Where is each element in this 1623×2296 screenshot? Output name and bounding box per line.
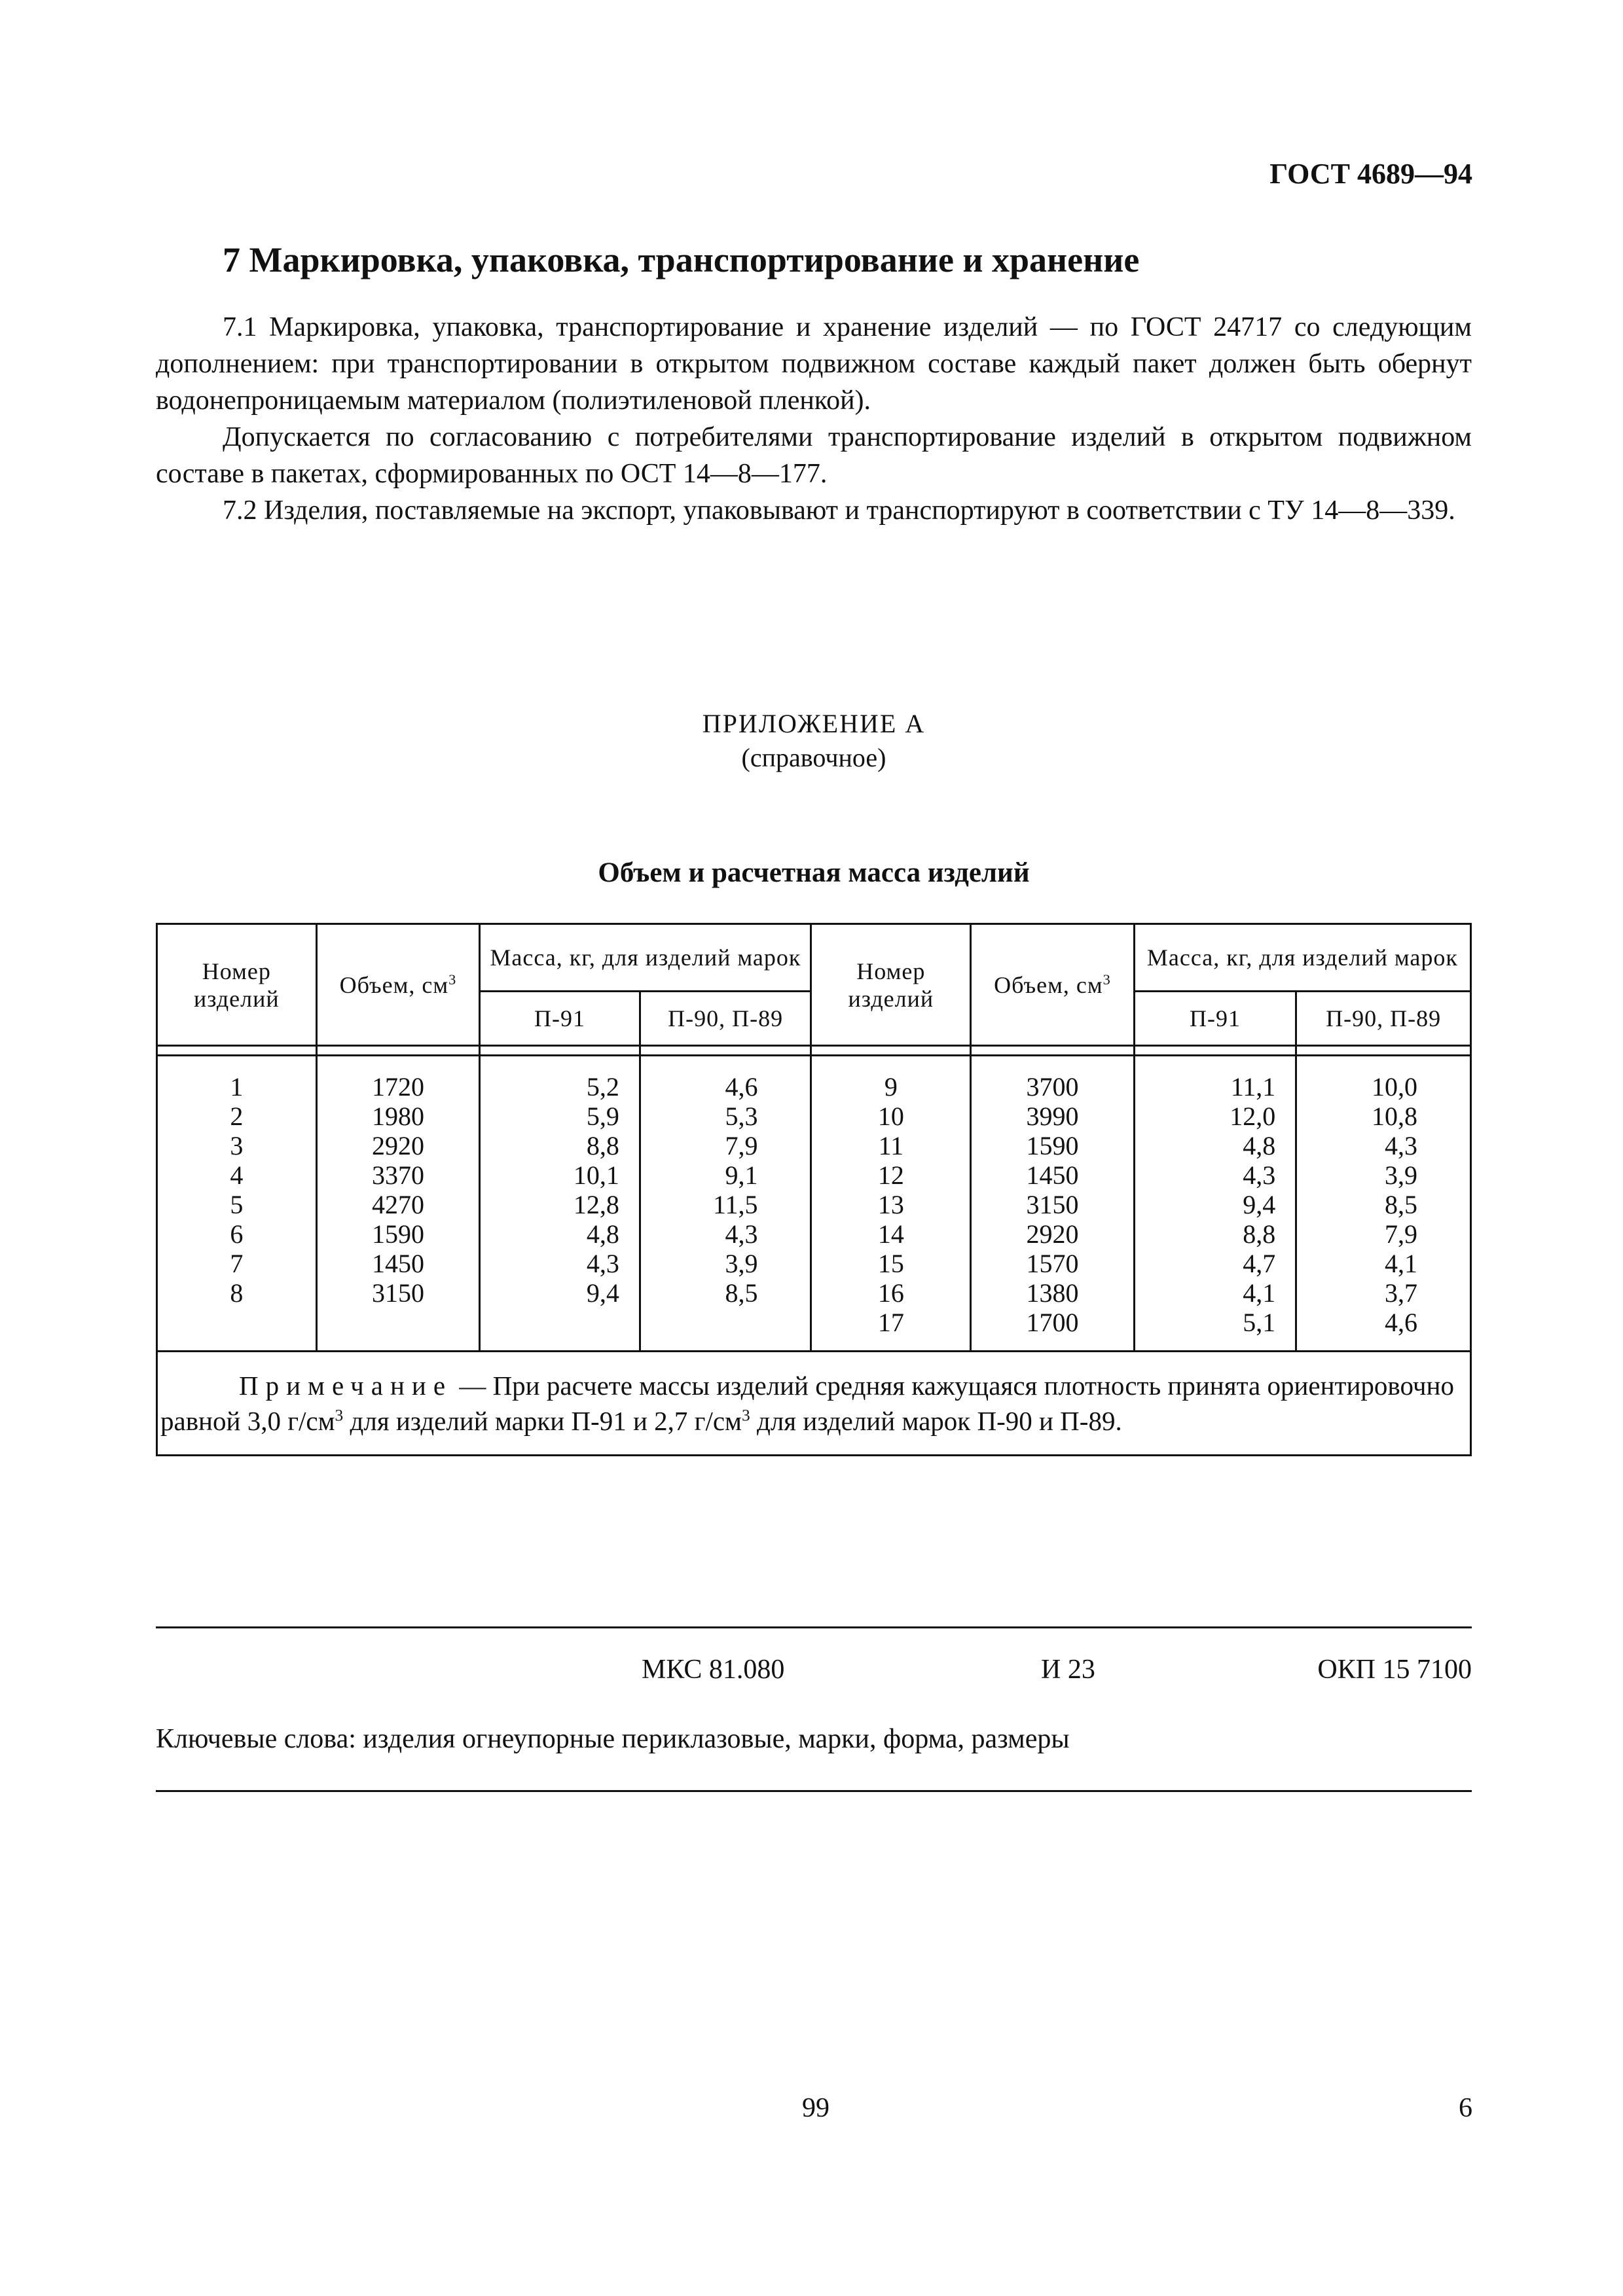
note-label: Примечание (239, 1371, 453, 1401)
table-cell: 1380 (971, 1278, 1135, 1308)
table-row (157, 1219, 1471, 1249)
table-cell: 4,1 (1296, 1249, 1471, 1278)
header-p91: П-91 (480, 992, 640, 1046)
table-cell: 1590 (971, 1131, 1135, 1160)
table-cell: 4,3 (640, 1219, 811, 1249)
table-row (157, 1056, 1471, 1102)
table-cell: 8,5 (640, 1278, 811, 1308)
table-cell: 4,6 (640, 1056, 811, 1102)
document-id: ГОСТ 4689—94 (1269, 158, 1472, 190)
table-cell: 11,5 (640, 1190, 811, 1219)
table-cell: 1700 (971, 1308, 1135, 1352)
volume-mass-table (156, 923, 1472, 1456)
table-cell: 4,8 (480, 1219, 640, 1249)
table-cell: 4,6 (1296, 1308, 1471, 1352)
paragraph-7-1: 7.1 Маркировка, упаковка, транспортирование и хранение изделий — по ГОСТ 24717 со следующим дополнением: при транспортировании в открытом подвижном составе каждый пакет должен быть обернут водонепроницаемым материалом (полиэтиленовой пленкой). (156, 312, 1472, 416)
table-row (157, 1102, 1471, 1131)
table-cell: 8,8 (1134, 1219, 1296, 1249)
table-cell: 4,7 (1134, 1249, 1296, 1278)
table-cell: 2920 (971, 1219, 1135, 1249)
mks-code: МКС 81.080 (642, 1655, 785, 1685)
table-cell: 10,1 (480, 1160, 640, 1190)
table-cell: 5,3 (640, 1102, 811, 1131)
table-cell: 5,1 (1134, 1308, 1296, 1352)
table-cell: 2 (157, 1102, 317, 1131)
table-cell: 7,9 (640, 1131, 811, 1160)
table-cell: 12,0 (1134, 1102, 1296, 1131)
table-cell: 3370 (316, 1160, 480, 1190)
table-cell: 11,1 (1134, 1056, 1296, 1102)
table-cell: 4,8 (1134, 1131, 1296, 1160)
section-body (156, 309, 1472, 529)
table-title: Объем и расчетная масса изделий (598, 857, 1030, 888)
table-cell: 7 (157, 1249, 317, 1278)
table-cell: 1570 (971, 1249, 1135, 1278)
table-cell: 11 (811, 1131, 971, 1160)
table-cell: 1450 (971, 1160, 1135, 1190)
table-cell: 8,5 (1296, 1190, 1471, 1219)
table-cell: 3150 (316, 1278, 480, 1308)
header-p91-right: П-91 (1134, 992, 1296, 1046)
appendix-subtitle: (справочное) (741, 743, 886, 772)
table-cell: 3,9 (640, 1249, 811, 1278)
header-p90-p89: П-90, П-89 (640, 992, 811, 1046)
header-number-right: Номер изделий (811, 924, 971, 1046)
table-cell: 1590 (316, 1219, 480, 1249)
table-row (157, 1308, 1471, 1352)
table-row (157, 1278, 1471, 1308)
table-cell: 17 (811, 1308, 971, 1352)
okp-code: ОКП 15 7100 (1317, 1655, 1472, 1685)
table-cell: 10,8 (1296, 1102, 1471, 1131)
header-volume: Объем, $см^3$ (316, 924, 480, 1046)
table-row (157, 1131, 1471, 1160)
paragraph-7-1-addition: Допускается по согласованию с потребителями транспортирование изделий в открытом подвижном составе в пакетах, сформированных по ОСТ 14—8—177. (156, 422, 1472, 489)
table-cell: 3700 (971, 1056, 1135, 1102)
header-mass-right: Масса, кг, для изделий марок (1134, 924, 1470, 992)
table-cell: 4,3 (480, 1249, 640, 1278)
table-cell: 5,2 (480, 1056, 640, 1102)
appendix-title: ПРИЛОЖЕНИЕ А (702, 709, 926, 738)
table-cell (316, 1308, 480, 1352)
table-cell: 3990 (971, 1102, 1135, 1131)
table-cell: 3,7 (1296, 1278, 1471, 1308)
table-cell: 4,3 (1296, 1131, 1471, 1160)
table-cell: 4 (157, 1160, 317, 1190)
table-cell: 1720 (316, 1056, 480, 1102)
table-cell: 15 (811, 1249, 971, 1278)
footer-rule-top (156, 1626, 1472, 1628)
table-cell: 3150 (971, 1190, 1135, 1219)
table-row (157, 1160, 1471, 1190)
table-cell: 7,9 (1296, 1219, 1471, 1249)
footer-rule-bottom (156, 1790, 1472, 1792)
table-cell: 13 (811, 1190, 971, 1219)
page-number-center: 99 (802, 2093, 830, 2123)
table-cell: 9,4 (1134, 1190, 1296, 1219)
table-cell: 8 (157, 1278, 317, 1308)
table-cell: 3,9 (1296, 1160, 1471, 1190)
header-p90-p89-right: П-90, П-89 (1296, 992, 1471, 1046)
paragraph-7-2: 7.2 Изделия, поставляемые на экспорт, упаковывают и транспортируют в соответствии с ТУ 14—8—339. (223, 495, 1455, 526)
table-cell: 14 (811, 1219, 971, 1249)
table-cell: 6 (157, 1219, 317, 1249)
table-cell (157, 1308, 317, 1352)
i-code: И 23 (1041, 1655, 1095, 1685)
table-cell (640, 1308, 811, 1352)
appendix-heading (156, 707, 1472, 775)
page-number-right: 6 (1459, 2093, 1472, 2123)
section-title: 7 Маркировка, упаковка, транспортирование и хранение (223, 240, 1140, 279)
header-number: Номер изделий (157, 924, 317, 1046)
table-cell: 9,1 (640, 1160, 811, 1190)
table-cell: 9,4 (480, 1278, 640, 1308)
table-cell: 10,0 (1296, 1056, 1471, 1102)
table-cell: 8,8 (480, 1131, 640, 1160)
table-row (157, 1190, 1471, 1219)
header-volume-right: Объем, $см^3$ (971, 924, 1135, 1046)
table-cell: 1980 (316, 1102, 480, 1131)
table-cell: 16 (811, 1278, 971, 1308)
table-cell: 3 (157, 1131, 317, 1160)
table-cell: 10 (811, 1102, 971, 1131)
table-cell: 4270 (316, 1190, 480, 1219)
table-row (157, 1249, 1471, 1278)
table-note: Примечание — При расчете массы изделий средняя кажущаяся плотность принята ориентировочно равной 3,0 $г/см^3$ для изделий марки П-91 и 2,7 $г/см^3$ для изделий марок П-90 и П-89. (157, 1352, 1471, 1456)
keywords: Ключевые слова: изделия огнеупорные периклазовые, марки, форма, размеры (156, 1724, 1070, 1754)
table-cell: 9 (811, 1056, 971, 1102)
table-cell (480, 1308, 640, 1352)
table-cell: 2920 (316, 1131, 480, 1160)
table-cell: 5,9 (480, 1102, 640, 1131)
table-cell: 12 (811, 1160, 971, 1190)
table-cell: 5 (157, 1190, 317, 1219)
table-cell: 1 (157, 1056, 317, 1102)
table-cell: 4,3 (1134, 1160, 1296, 1190)
header-mass: Масса, кг, для изделий марок (480, 924, 811, 992)
table-cell: 4,1 (1134, 1278, 1296, 1308)
table-cell: 1450 (316, 1249, 480, 1278)
table-cell: 12,8 (480, 1190, 640, 1219)
